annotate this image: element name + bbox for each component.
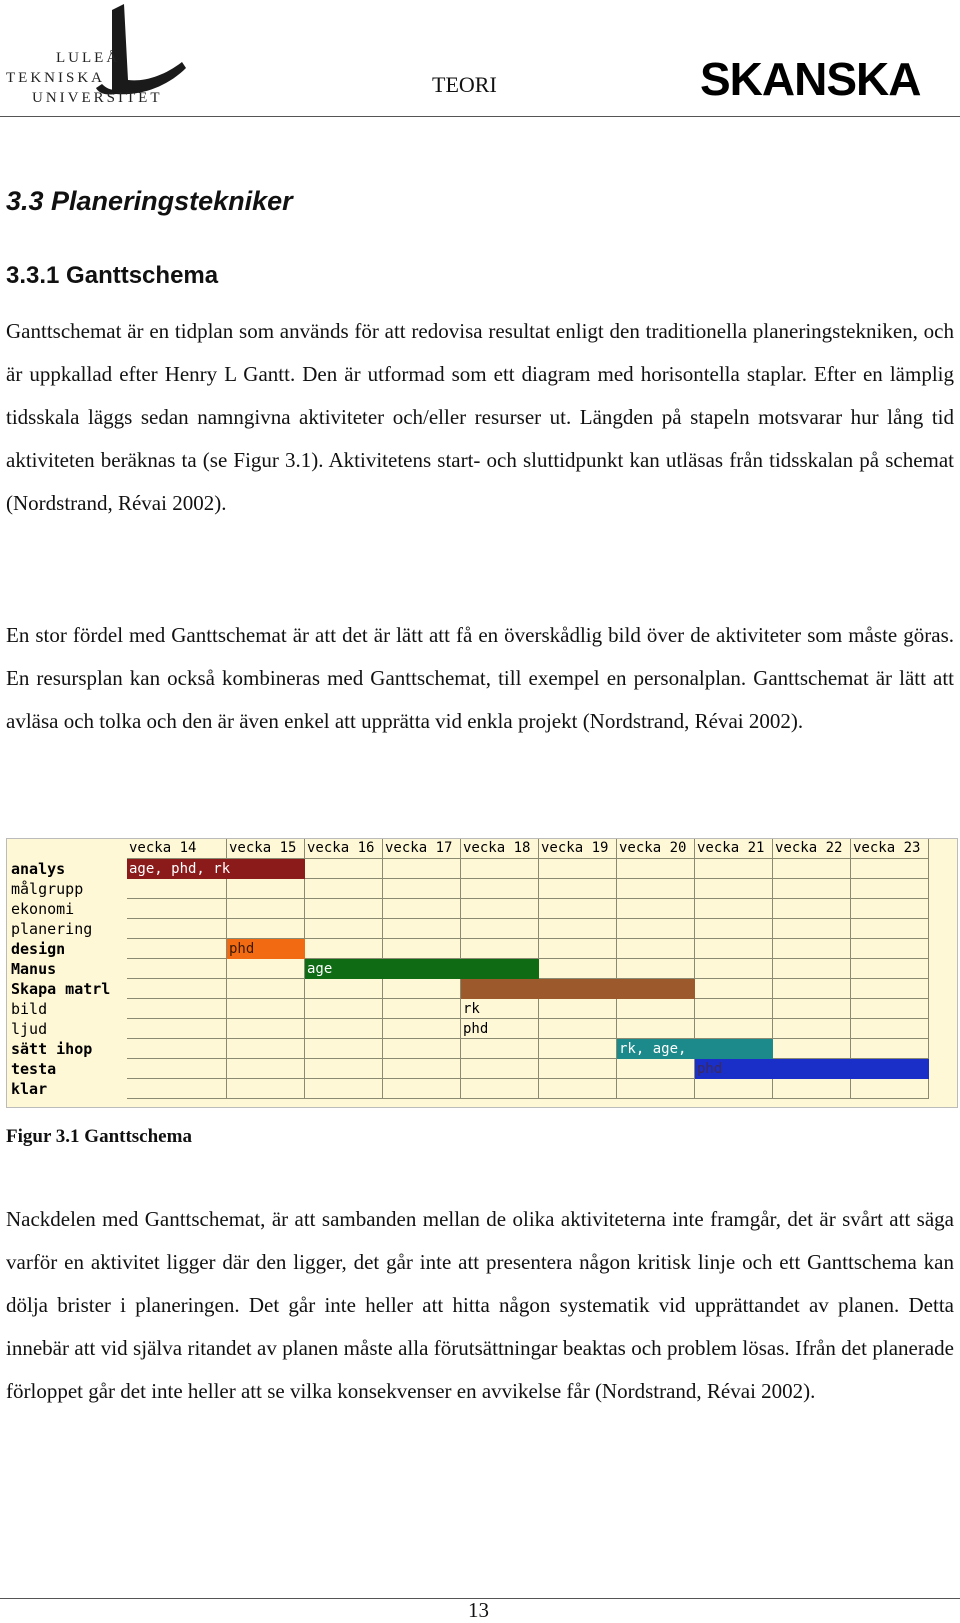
week-label: vecka 15 xyxy=(229,840,297,856)
gantt-chart xyxy=(6,838,958,1108)
page-number: 13 xyxy=(468,1598,489,1622)
grid-cell xyxy=(773,1079,851,1099)
row-label: målgrupp xyxy=(11,880,84,898)
grid-cell xyxy=(695,999,773,1019)
row-label: Manus xyxy=(11,960,57,978)
grid-cell xyxy=(851,979,929,999)
grid-cell xyxy=(851,1039,929,1059)
figure-caption: Figur 3.1 Ganttschema xyxy=(6,1126,192,1147)
grid-cell xyxy=(127,1059,227,1079)
grid-cell xyxy=(383,899,461,919)
grid-cell xyxy=(383,999,461,1019)
grid-cell xyxy=(127,1039,227,1059)
grid-cell xyxy=(383,1019,461,1039)
grid-cell xyxy=(773,999,851,1019)
skanska-logo: SKANSKA xyxy=(700,53,921,105)
grid-cell xyxy=(617,1019,695,1039)
grid-cell xyxy=(539,999,617,1019)
grid-cell xyxy=(383,1039,461,1059)
header-title: TEORI xyxy=(432,72,497,97)
grid-cell xyxy=(461,1059,539,1079)
grid-cell xyxy=(695,859,773,879)
grid-cell xyxy=(773,919,851,939)
grid-cell xyxy=(383,1079,461,1099)
grid-cell xyxy=(127,1079,227,1099)
header-divider xyxy=(0,116,960,117)
grid-cell xyxy=(695,899,773,919)
grid-cell xyxy=(305,899,383,919)
paragraph-3: Nackdelen med Ganttschemat, är att sambanden mellan de olika aktiviteterna inte framgår, det är svårt att säga varför en aktivitet ligger där den ligger, det går inte att presentera någon kritisk linje och ett Ganttschema kan dölja brister i planeringen. Det går inte heller att hitta någon systematik vid upprättandet av planen. Detta innebär att vid själva ritandet av planen måste alla förutsättningar beaktas och problem lösas. Ifrån det planerade förloppet går det inte heller att se vilka konsekvenser en avvikelse får (Nordstrand, Révai 2002). xyxy=(6,1207,954,1403)
grid-cell xyxy=(539,1019,617,1039)
gantt-bar-label: phd xyxy=(229,941,255,957)
grid-cell xyxy=(773,939,851,959)
grid-cell xyxy=(851,879,929,899)
week-label: vecka 14 xyxy=(129,840,197,856)
grid-cell xyxy=(851,859,929,879)
grid-cell xyxy=(383,979,461,999)
grid-cell xyxy=(539,959,617,979)
row-label: ekonomi xyxy=(11,900,75,918)
ltu-logo xyxy=(4,2,194,108)
grid-cell xyxy=(539,1059,617,1079)
grid-cell xyxy=(461,859,539,879)
grid-cell xyxy=(695,879,773,899)
grid-cell xyxy=(305,999,383,1019)
row-label: design xyxy=(11,940,66,958)
grid-cell xyxy=(695,919,773,939)
gantt-bar-label: rk, age, xyxy=(619,1041,687,1057)
week-label: vecka 23 xyxy=(853,840,921,856)
row-label: testa xyxy=(11,1060,57,1078)
row-label: bild xyxy=(11,1000,48,1018)
week-label: vecka 17 xyxy=(385,840,453,856)
grid-cell xyxy=(851,1019,929,1039)
gantt-bar xyxy=(305,959,539,979)
grid-cell xyxy=(773,959,851,979)
grid-cell xyxy=(617,1079,695,1099)
grid-cell xyxy=(851,919,929,939)
gantt-bar-label: age, phd, rk xyxy=(129,861,231,877)
grid-cell xyxy=(851,899,929,919)
grid-cell xyxy=(695,1079,773,1099)
row-label: Skapa matrl xyxy=(11,980,111,998)
grid-cell xyxy=(127,979,227,999)
gantt-bar-label: age xyxy=(307,961,333,977)
grid-cell xyxy=(773,859,851,879)
week-label: vecka 20 xyxy=(619,840,687,856)
grid-cell xyxy=(305,1059,383,1079)
grid-cell xyxy=(617,919,695,939)
grid-cell xyxy=(461,1039,539,1059)
grid-cell xyxy=(617,879,695,899)
grid-cell xyxy=(539,939,617,959)
grid-cell xyxy=(539,879,617,899)
gantt-bar-label: phd xyxy=(463,1021,489,1037)
grid-cell xyxy=(305,1039,383,1059)
grid-cell xyxy=(227,919,305,939)
paragraph-1: Ganttschemat är en tidplan som används för att redovisa resultat enligt den traditionella planeringstekniken, och är uppkallad efter Henry L Gantt. Den är utformad som ett diagram med horisontella staplar. Efter en lämplig tidsskala läggs sedan namngivna aktiviteter och/eller resurser ut. Längden på stapeln motsvarar hur lång tid aktiviteten beräknas ta (se Figur 3.1). Aktivitetens start- och sluttidpunkt kan utläsas från tidsskalan på schemat (Nordstrand, Révai 2002). xyxy=(6,319,954,515)
grid-cell xyxy=(383,919,461,939)
gantt-bar xyxy=(461,979,695,999)
row-label: ljud xyxy=(11,1020,48,1038)
ltu-line-3: UNIVERSITET xyxy=(32,90,163,106)
grid-cell xyxy=(227,1079,305,1099)
row-label: klar xyxy=(11,1080,48,1098)
grid-cell xyxy=(539,1039,617,1059)
grid-cell xyxy=(127,999,227,1019)
grid-cell xyxy=(305,859,383,879)
grid-cell xyxy=(305,879,383,899)
section-heading: 3.3 Planeringstekniker xyxy=(6,186,293,216)
ltu-line-2: TEKNISKA xyxy=(6,70,105,86)
grid-cell xyxy=(695,979,773,999)
grid-cell xyxy=(851,939,929,959)
grid-cell xyxy=(773,899,851,919)
grid-cell xyxy=(461,879,539,899)
grid-cell xyxy=(383,859,461,879)
grid-cell xyxy=(227,1059,305,1079)
grid-cell xyxy=(461,899,539,919)
grid-cell xyxy=(305,979,383,999)
grid-cell xyxy=(461,1079,539,1099)
week-label: vecka 19 xyxy=(541,840,609,856)
grid-cell xyxy=(617,959,695,979)
grid-cell xyxy=(539,1079,617,1099)
grid-cell xyxy=(127,919,227,939)
grid-cell xyxy=(305,1019,383,1039)
grid-cell xyxy=(127,899,227,919)
grid-cell xyxy=(227,959,305,979)
row-label: sätt ihop xyxy=(11,1040,93,1058)
grid-cell xyxy=(383,1059,461,1079)
grid-cell xyxy=(127,959,227,979)
row-label: planering xyxy=(11,920,93,938)
grid-cell xyxy=(305,919,383,939)
week-label: vecka 22 xyxy=(775,840,843,856)
grid-cell xyxy=(617,899,695,919)
row-label: analys xyxy=(11,860,66,878)
grid-cell xyxy=(695,1019,773,1039)
grid-cell xyxy=(227,1019,305,1039)
grid-cell xyxy=(461,919,539,939)
grid-cell xyxy=(851,1079,929,1099)
week-label: vecka 16 xyxy=(307,840,375,856)
grid-cell xyxy=(695,959,773,979)
grid-cell xyxy=(851,999,929,1019)
grid-cell xyxy=(383,879,461,899)
grid-cell xyxy=(383,939,461,959)
ltu-line-1: LULEÅ xyxy=(56,50,121,66)
grid-cell xyxy=(773,1019,851,1039)
paragraph-2: En stor fördel med Ganttschemat är att det är lätt att få en överskådlig bild över de aktiviteter som måste göras. En resursplan kan också kombineras med Ganttschemat, till exempel en personalplan. Ganttschemat är lätt att avläsa och tolka och den är även enkel att upprätta vid enkla projekt (Nordstrand, Révai 2002). xyxy=(6,623,954,733)
grid-cell xyxy=(227,879,305,899)
grid-cell xyxy=(539,899,617,919)
grid-cell xyxy=(127,1019,227,1039)
gantt-bar xyxy=(695,1059,929,1079)
grid-cell xyxy=(539,859,617,879)
grid-cell xyxy=(617,999,695,1019)
grid-cell xyxy=(617,939,695,959)
grid-cell xyxy=(461,939,539,959)
gantt-bar-label: phd xyxy=(697,1061,723,1077)
week-label: vecka 18 xyxy=(463,840,531,856)
subsection-heading: 3.3.1 Ganttschema xyxy=(6,262,219,289)
week-label: vecka 21 xyxy=(697,840,765,856)
grid-cell xyxy=(773,1039,851,1059)
grid-cell xyxy=(695,939,773,959)
grid-cell xyxy=(617,859,695,879)
grid-cell xyxy=(227,999,305,1019)
grid-cell xyxy=(773,979,851,999)
grid-cell xyxy=(127,939,227,959)
grid-cell xyxy=(851,959,929,979)
grid-cell xyxy=(305,939,383,959)
gantt-bar-label: rk xyxy=(463,1001,480,1017)
grid-cell xyxy=(227,1039,305,1059)
grid-cell xyxy=(305,1079,383,1099)
grid-cell xyxy=(617,1059,695,1079)
grid-cell xyxy=(227,899,305,919)
grid-cell xyxy=(773,879,851,899)
grid-cell xyxy=(227,979,305,999)
grid-cell xyxy=(539,919,617,939)
grid-cell xyxy=(127,879,227,899)
